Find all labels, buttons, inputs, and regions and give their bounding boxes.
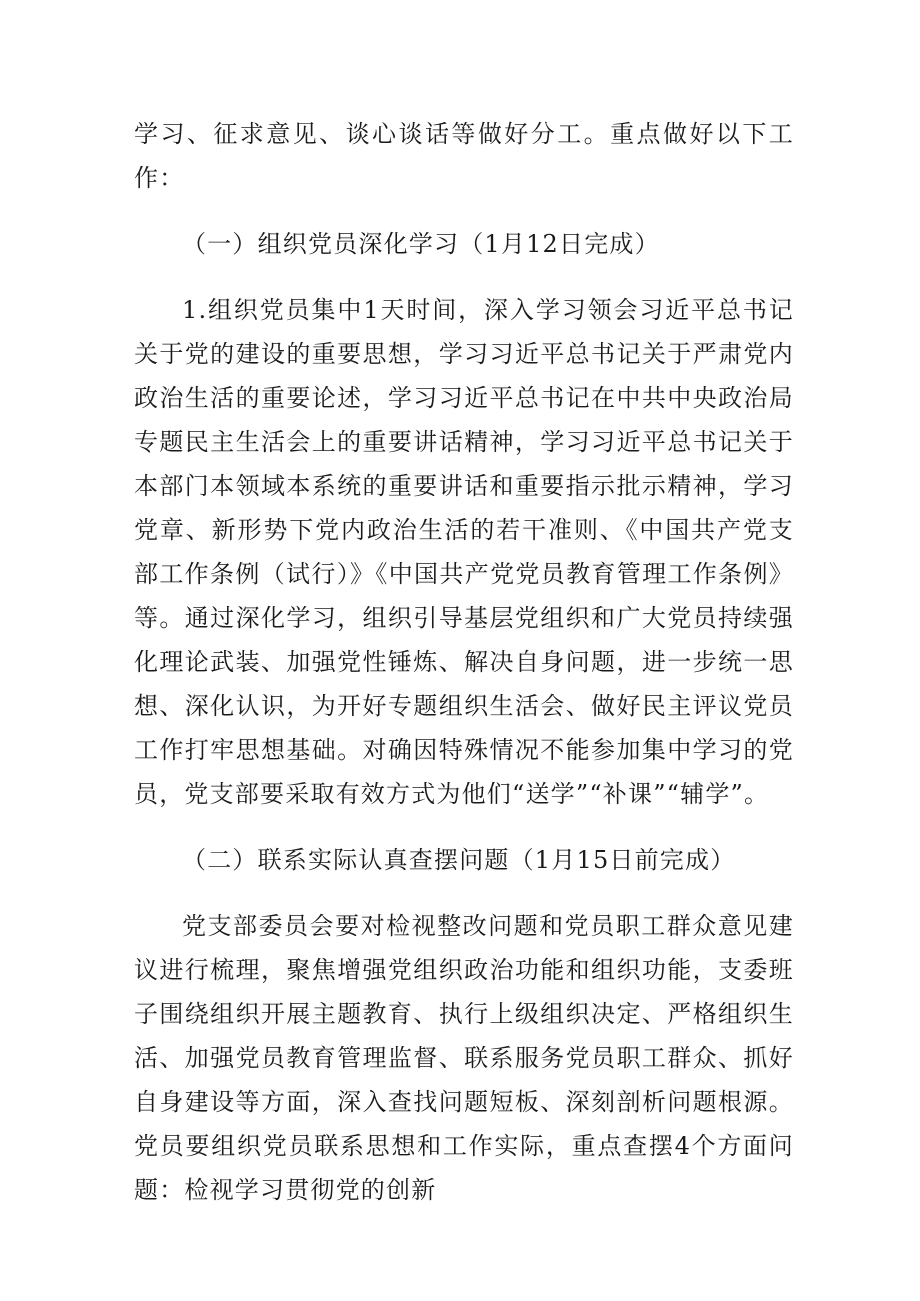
section-heading-2: （二）联系实际认真查摆问题（1月15日前完成） [182, 846, 736, 874]
section-heading-1: （一）组织党员深化学习（1月12日完成） [182, 230, 660, 258]
paragraph-study: 1.组织党员集中1天时间，深入学习领会习近平总书记关于党的建设的重要思想，学习习近平总书记关于严肃党内政治生活的重要论述，学习习近平总书记在中共中央政治局专题民主生活会上的重要讲话精神，学习习近平总书记关于本部门本领域本系统的重要讲话和重要指示批示精神，学习党章、新形势下党内政治生活的若干准则、《中国共产党支部工作条例（试行）》《中国共产党党员教育管理工作条例》等。通过深化学习，组织引导基层党组织和广大党员持续强化理论武装、加强党性锤炼、解决自身问题，进一步统一思想、深化认识，为开好专题组织生活会、做好民主评议党员工作打牢思想基础。对确因特殊情况不能参加集中学习的党员，党支部要采取有效方式为他们“送学”“补课”“辅学”。 [134, 296, 794, 808]
paragraph-continuation: 学习、征求意见、谈心谈话等做好分工。重点做好以下工作： [134, 120, 794, 192]
document-body [134, 112, 794, 1212]
paragraph-problems: 党支部委员会要对检视整改问题和党员职工群众意见建议进行梳理，聚焦增强党组织政治功能和组织功能，支委班子围绕组织开展主题教育、执行上级组织决定、严格组织生活、加强党员教育管理监督、联系服务党员职工群众、抓好自身建设等方面，深入查找问题短板、深刻剖析问题根源。党员要组织党员联系思想和工作实际，重点查摆4个方面问题：检视学习贯彻党的创新 [134, 912, 794, 1204]
